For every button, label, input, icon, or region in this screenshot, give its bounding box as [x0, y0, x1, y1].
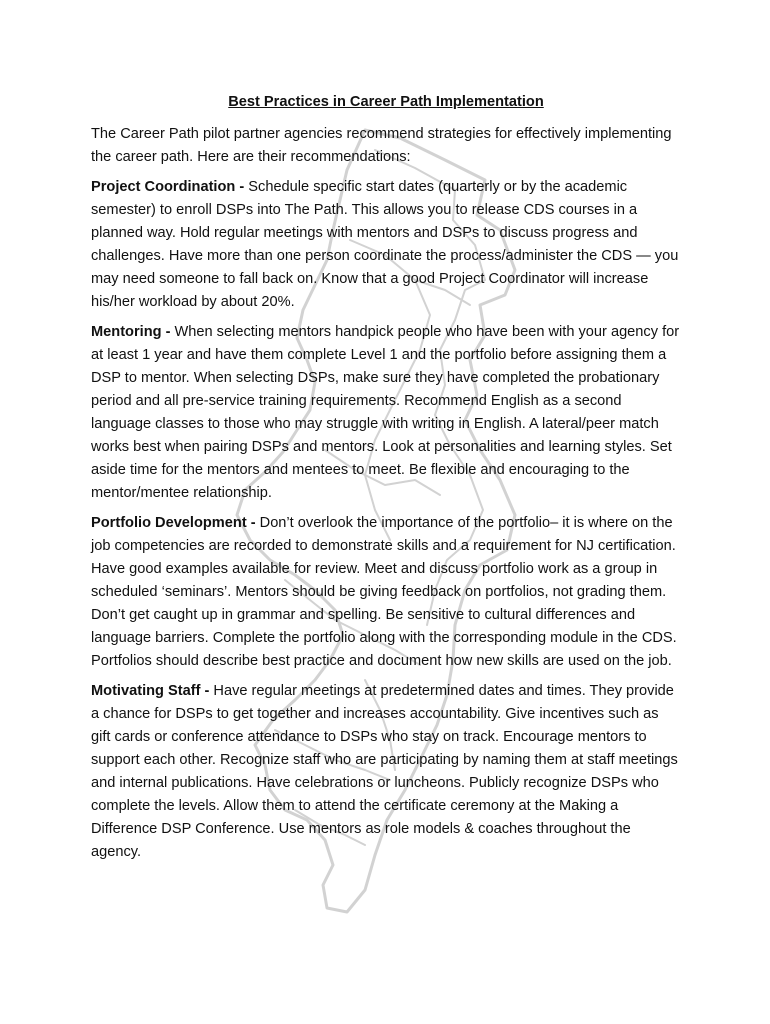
document-page — [91, 92, 681, 871]
section-heading: Motivating Staff - — [91, 683, 214, 699]
section-motivating-staff — [91, 680, 681, 864]
page-title: Best Practices in Career Path Implementation — [228, 94, 544, 110]
section-body: Don’t overlook the importance of the portfolio– it is where on the job competencies are recorded to demonstrate skills and a requirement for NJ certification. Have good examples available for review. Meet and discuss portfolio work as a group in scheduled ‘seminars’. Mentors should be giving feedback on portfolios, not grading them. Don’t get caught up in grammar and spelling. Be sensitive to cultural differences and language barriers. Complete the portfolio along with the corresponding module in the CDS. Portfolios should describe best practice and document how new skills are used on the job. — [91, 515, 677, 669]
section-body: Schedule specific start dates (quarterly or by the academic semester) to enroll DSPs into The Path. This allows you to release CDS courses in a planned way. Hold regular meetings with mentors and DSPs to discuss progress and challenges. Have more than one person coordinate the process/administer the CDS — you may need someone to fall back on. Know that a good Project Coordinator will increase his/her workload by about 20%. — [91, 179, 679, 310]
section-project-coordination — [91, 176, 681, 314]
section-body: When selecting mentors handpick people who have been with your agency for at least 1 year and have them complete Level 1 and the portfolio before assigning them a DSP to mentor. When selecting DSPs, make sure they have completed the probationary period and all pre-service training requirements. Recommend English as a second language classes to those who may struggle with writing in English. A lateral/peer match works best when pairing DSPs and mentors. Look at personalities and learning styles. Set aside time for the mentors and mentees to meet. Be flexible and encouraging to the mentor/mentee relationship. — [91, 324, 680, 501]
section-portfolio-development — [91, 512, 681, 673]
intro-paragraph: The Career Path pilot partner agencies recommend strategies for effectively implementing the career path. Here are their recommendations: — [91, 126, 672, 165]
section-heading: Project Coordination - — [91, 179, 249, 195]
section-body: Have regular meetings at predetermined dates and times. They provide a chance for DSPs to get together and increases accountability. Give incentives such as gift cards or conference attendance to DSPs who stay on track. Encourage mentors to support each other. Recognize staff who are participating by naming them at staff meetings and internal publications. Have celebrations or luncheons. Publicly recognize DSPs who complete the levels. Allow them to attend the certificate ceremony at the Making a Difference DSP Conference. Use mentors as role models & coaches throughout the agency. — [91, 683, 678, 860]
section-heading: Portfolio Development - — [91, 515, 260, 531]
section-heading: Mentoring - — [91, 324, 175, 340]
section-mentoring — [91, 321, 681, 505]
